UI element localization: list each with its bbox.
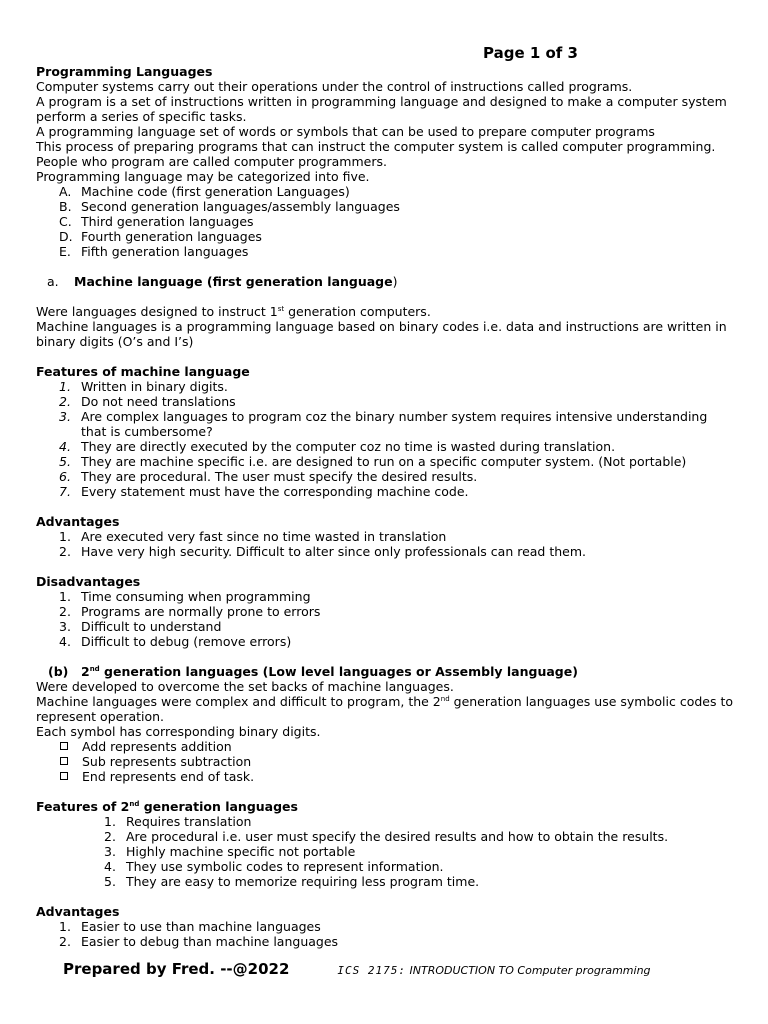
advantages-list bbox=[36, 529, 736, 559]
features-list bbox=[36, 379, 736, 499]
list-item: 3. Are complex languages to program coz the binary number system requires intensive understanding that is cumbersome? bbox=[59, 409, 708, 439]
features-heading: Features of machine language bbox=[36, 364, 250, 379]
section-b-line: Each symbol has corresponding binary digits. bbox=[36, 724, 321, 739]
list-item: 1. Time consuming when programming bbox=[59, 589, 311, 604]
features-list bbox=[36, 814, 736, 889]
section-b-heading: (b) 2nd generation languages (Low level languages or Assembly language) bbox=[48, 664, 578, 679]
course-info: ICS 2175: INTRODUCTION TO Computer programming bbox=[337, 964, 651, 977]
list-item: 3. Highly machine specific not portable bbox=[104, 844, 356, 859]
list-item: 1. Easier to use than machine languages bbox=[59, 919, 321, 934]
list-item: Sub represents subtraction bbox=[36, 754, 736, 769]
advantages-heading: Advantages bbox=[36, 514, 120, 529]
list-item: E. Fifth generation languages bbox=[59, 244, 249, 259]
section-a-line: Machine languages is a programming language based on binary codes i.e. data and instructions are written in binary digits (O’s and I’s) bbox=[36, 319, 727, 349]
list-item: 1. Written in binary digits. bbox=[59, 379, 228, 394]
list-item: B. Second generation languages/assembly languages bbox=[59, 199, 400, 214]
list-item: 4. Difficult to debug (remove errors) bbox=[59, 634, 292, 649]
intro-line: A program is a set of instructions written in programming language and designed to make a computer system perform a series of specific tasks. bbox=[36, 94, 727, 124]
advantages-heading: Advantages bbox=[36, 904, 120, 919]
intro-line: Computer systems carry out their operations under the control of instructions called programs. bbox=[36, 79, 633, 94]
list-item: 2. Are procedural i.e. user must specify the desired results and how to obtain the results. bbox=[104, 829, 669, 844]
list-item: A. Machine code (first generation Languages) bbox=[59, 184, 350, 199]
disadvantages-list bbox=[36, 589, 736, 649]
list-item: 1. Are executed very fast since no time wasted in translation bbox=[59, 529, 447, 544]
advantages-list bbox=[36, 919, 736, 949]
list-item: D. Fourth generation languages bbox=[59, 229, 262, 244]
intro-line: A programming language set of words or symbols that can be used to prepare computer programs bbox=[36, 124, 655, 139]
list-item: 3. Difficult to understand bbox=[59, 619, 222, 634]
checkbox-bullet-icon bbox=[60, 757, 68, 765]
list-item: 4. They are directly executed by the computer coz no time is wasted during translation. bbox=[59, 439, 616, 454]
disadvantages-heading: Disadvantages bbox=[36, 574, 141, 589]
list-item: 2. Have very high security. Difficult to alter since only professionals can read them. bbox=[59, 544, 586, 559]
list-item: 1. Requires translation bbox=[104, 814, 252, 829]
list-item: 7. Every statement must have the corresponding machine code. bbox=[59, 484, 469, 499]
prepared-by: Prepared by Fred. --@2022 bbox=[63, 960, 290, 978]
list-item: 2. Do not need translations bbox=[59, 394, 236, 409]
list-item: 5. They are machine specific i.e. are designed to run on a specific computer system. (Not portable) bbox=[59, 454, 687, 469]
section-a-line: Were languages designed to instruct 1st generation computers. bbox=[36, 304, 431, 319]
section-b-line: Machine languages were complex and difficult to program, the 2nd generation languages use symbolic codes to represent operation. bbox=[36, 694, 734, 724]
category-list bbox=[36, 184, 736, 259]
features-heading: Features of 2nd generation languages bbox=[36, 799, 298, 814]
list-item: C. Third generation languages bbox=[59, 214, 254, 229]
section-a-heading: a. Machine language (first generation language) bbox=[47, 274, 398, 289]
section-b-line: Were developed to overcome the set backs of machine languages. bbox=[36, 679, 454, 694]
document-body bbox=[36, 64, 736, 949]
list-item: 5. They are easy to memorize requiring less program time. bbox=[104, 874, 480, 889]
intro-line: People who program are called computer programmers. bbox=[36, 154, 387, 169]
document-title: Programming Languages bbox=[36, 64, 213, 79]
page-footer bbox=[63, 960, 743, 978]
intro-line: This process of preparing programs that can instruct the computer system is called computer programming. bbox=[36, 139, 716, 154]
list-item: 4. They use symbolic codes to represent information. bbox=[104, 859, 444, 874]
list-item: End represents end of task. bbox=[36, 769, 736, 784]
list-item: 6. They are procedural. The user must specify the desired results. bbox=[59, 469, 478, 484]
list-item: 2. Easier to debug than machine languages bbox=[59, 934, 339, 949]
list-item: Add represents addition bbox=[36, 739, 736, 754]
checkbox-bullet-icon bbox=[60, 742, 68, 750]
page-number: Page 1 of 3 bbox=[483, 44, 578, 62]
symbol-list bbox=[36, 739, 736, 784]
intro-line: Programming language may be categorized into five. bbox=[36, 169, 370, 184]
checkbox-bullet-icon bbox=[60, 772, 68, 780]
list-item: 2. Programs are normally prone to errors bbox=[59, 604, 321, 619]
